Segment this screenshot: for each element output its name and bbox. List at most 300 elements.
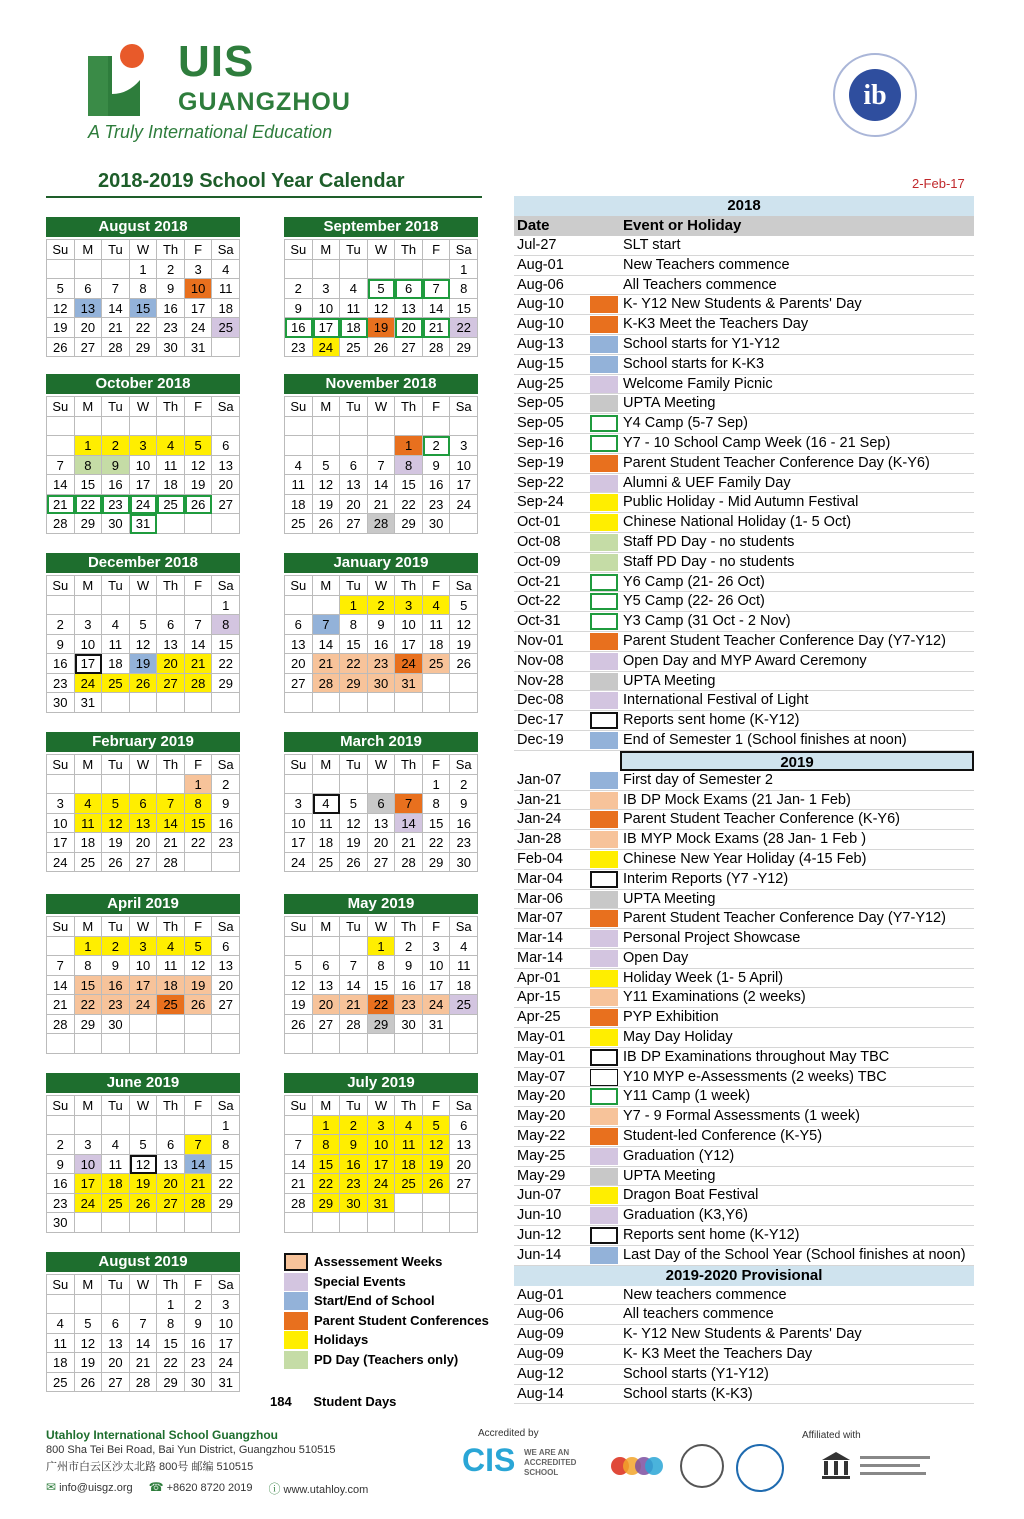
day-cell: 6 <box>157 1135 185 1155</box>
empty-cell <box>185 1015 213 1035</box>
day-cell: 3 <box>212 1295 240 1315</box>
day-cell: 8 <box>368 956 396 976</box>
empty-cell <box>285 260 313 280</box>
accredited-label: Accredited by <box>478 1428 539 1439</box>
empty-cell <box>450 514 478 534</box>
event-swatch <box>590 692 618 709</box>
day-cell: 19 <box>75 1353 103 1373</box>
day-cell: 20 <box>75 318 103 338</box>
day-cell: 6 <box>130 794 158 814</box>
day-cell: 25 <box>395 1174 423 1194</box>
weekday-label: Sa <box>212 755 240 775</box>
day-cell: 7 <box>47 456 75 476</box>
event-swatch <box>590 554 618 571</box>
event-swatch <box>590 1187 618 1204</box>
day-cell: 9 <box>285 299 313 319</box>
day-cell: 3 <box>130 436 158 456</box>
month-days-grid <box>46 1095 240 1233</box>
day-cell: 2 <box>157 260 185 280</box>
empty-cell <box>450 1034 478 1054</box>
day-cell: 22 <box>130 318 158 338</box>
event-date: May-20 <box>517 1108 566 1125</box>
day-cell: 1 <box>212 1116 240 1136</box>
footer-phone[interactable] <box>149 1480 253 1497</box>
weekday-label: F <box>423 397 451 417</box>
day-cell: 2 <box>285 279 313 299</box>
event-row <box>514 612 974 632</box>
empty-cell <box>368 1034 396 1054</box>
day-cell: 10 <box>423 956 451 976</box>
weekday-label: Tu <box>102 755 130 775</box>
day-cell: 10 <box>313 299 341 319</box>
day-cell: 17 <box>130 475 158 495</box>
day-cell: 27 <box>340 514 368 534</box>
day-cell: 12 <box>185 456 213 476</box>
empty-cell <box>102 1213 130 1233</box>
event-date: Sep-05 <box>517 415 564 432</box>
day-cell: 23 <box>185 1353 213 1373</box>
weekday-label: Th <box>395 917 423 937</box>
event-swatch <box>590 376 618 393</box>
empty-cell <box>285 436 313 456</box>
day-cell: 10 <box>130 456 158 476</box>
event-row <box>514 295 974 315</box>
weekday-label: W <box>130 755 158 775</box>
event-text: Y6 Camp (21- 26 Oct) <box>623 573 765 590</box>
event-text: SLT start <box>623 237 681 253</box>
year-label: 2019 <box>620 751 974 771</box>
event-swatch <box>590 593 618 610</box>
day-cell: 17 <box>313 318 341 338</box>
day-cell: 7 <box>130 1314 158 1334</box>
empty-cell <box>423 693 451 713</box>
event-text: PYP Exhibition <box>623 1009 719 1026</box>
day-cell: 19 <box>340 833 368 853</box>
day-cell: 29 <box>340 674 368 694</box>
day-cell: 11 <box>212 279 240 299</box>
empty-cell <box>212 338 240 358</box>
weekday-label: Sa <box>450 240 478 260</box>
day-cell: 9 <box>157 279 185 299</box>
day-cell: 17 <box>75 1174 103 1194</box>
empty-cell <box>185 853 213 873</box>
day-cell: 19 <box>185 976 213 996</box>
event-swatch <box>590 792 618 809</box>
weekday-label: Th <box>157 576 185 596</box>
month-title: July 2019 <box>284 1073 478 1093</box>
weekday-label: F <box>185 240 213 260</box>
day-cell: 8 <box>423 794 451 814</box>
event-row <box>514 791 974 811</box>
event-date: Dec-19 <box>517 731 564 748</box>
day-cell: 29 <box>368 1015 396 1035</box>
event-swatch <box>590 494 618 511</box>
empty-cell <box>102 693 130 713</box>
day-cell: 1 <box>75 937 103 957</box>
weekday-label: M <box>313 576 341 596</box>
empty-cell <box>185 417 213 437</box>
day-cell: 28 <box>313 674 341 694</box>
empty-cell <box>157 1213 185 1233</box>
day-cell: 26 <box>313 514 341 534</box>
day-cell: 19 <box>450 635 478 655</box>
weekday-label: Sa <box>450 917 478 937</box>
day-cell: 1 <box>313 1116 341 1136</box>
day-cell: 1 <box>340 596 368 616</box>
event-row <box>514 810 974 830</box>
day-cell: 4 <box>47 1314 75 1334</box>
event-text: UPTA Meeting <box>623 890 716 907</box>
weekday-label: W <box>368 1096 396 1116</box>
event-row <box>514 414 974 434</box>
day-cell: 31 <box>130 514 158 534</box>
day-cell: 11 <box>313 814 341 834</box>
event-date: Apr-25 <box>517 1009 561 1026</box>
day-cell: 26 <box>340 853 368 873</box>
day-cell: 18 <box>212 299 240 319</box>
legend-label: Parent Student Conferences <box>314 1312 489 1328</box>
empty-cell <box>340 436 368 456</box>
empty-cell <box>395 417 423 437</box>
event-date: Jul-27 <box>517 237 557 253</box>
month-sep18 <box>284 217 478 357</box>
day-cell: 5 <box>313 456 341 476</box>
event-swatch <box>590 851 618 868</box>
empty-cell <box>47 436 75 456</box>
weekday-label: W <box>130 576 158 596</box>
day-cell: 9 <box>102 956 130 976</box>
event-swatch <box>590 1088 618 1105</box>
phone-text: +8620 8720 2019 <box>166 1482 253 1494</box>
weekday-label: F <box>185 1096 213 1116</box>
day-cell: 10 <box>75 635 103 655</box>
event-row <box>514 652 974 672</box>
event-swatch <box>590 970 618 987</box>
event-swatch <box>590 1029 618 1046</box>
day-cell: 9 <box>212 794 240 814</box>
empty-cell <box>340 260 368 280</box>
event-text: School starts (Y1-Y12) <box>623 1365 769 1382</box>
day-cell: 15 <box>75 976 103 996</box>
empty-cell <box>340 417 368 437</box>
weekday-label: Th <box>157 1096 185 1116</box>
month-title: June 2019 <box>46 1073 240 1093</box>
day-cell: 20 <box>102 1353 130 1373</box>
event-swatch <box>590 296 618 313</box>
event-text: Personal Project Showcase <box>623 930 801 947</box>
event-date: Mar-07 <box>517 910 563 927</box>
day-cell: 9 <box>340 1135 368 1155</box>
day-cell: 18 <box>157 475 185 495</box>
day-cell: 14 <box>47 475 75 495</box>
day-cell: 24 <box>212 1353 240 1373</box>
student-days-label: Student Days <box>313 1394 397 1409</box>
event-date: Oct-01 <box>517 514 561 531</box>
event-text: K- K3 Meet the Teachers Day <box>623 1346 813 1363</box>
day-cell: 26 <box>285 1015 313 1035</box>
event-row <box>514 533 974 553</box>
day-cell: 10 <box>368 1135 396 1155</box>
weekday-label: Tu <box>102 576 130 596</box>
event-row <box>514 1008 974 1028</box>
day-cell: 28 <box>423 338 451 358</box>
empty-cell <box>450 417 478 437</box>
day-cell: 2 <box>340 1116 368 1136</box>
legend-swatch <box>284 1253 308 1271</box>
day-cell: 16 <box>102 976 130 996</box>
footer-email[interactable] <box>46 1480 133 1497</box>
day-cell: 26 <box>130 1194 158 1214</box>
day-cell: 29 <box>75 514 103 534</box>
event-swatch <box>590 871 618 888</box>
day-cell: 9 <box>368 615 396 635</box>
event-date: Sep-19 <box>517 454 564 471</box>
weekday-label: Tu <box>340 576 368 596</box>
footer-address-en: 800 Sha Tei Bei Road, Bai Yun District, Guangzhou 510515 <box>46 1444 336 1456</box>
day-cell: 28 <box>157 853 185 873</box>
event-date: May-01 <box>517 1029 566 1046</box>
day-cell: 30 <box>102 514 130 534</box>
student-days-count: 184 <box>270 1394 292 1409</box>
month-title: December 2018 <box>46 553 240 573</box>
empty-cell <box>285 1213 313 1233</box>
day-cell: 24 <box>47 853 75 873</box>
day-cell: 3 <box>75 615 103 635</box>
day-cell: 11 <box>423 615 451 635</box>
event-swatch <box>590 1069 618 1086</box>
empty-cell <box>368 1213 396 1233</box>
day-cell: 18 <box>450 976 478 996</box>
event-row <box>514 711 974 731</box>
event-swatch <box>590 950 618 967</box>
day-cell: 2 <box>368 596 396 616</box>
month-title: August 2018 <box>46 217 240 237</box>
event-swatch <box>590 1148 618 1165</box>
day-cell: 17 <box>450 475 478 495</box>
weekday-label: Tu <box>340 240 368 260</box>
event-text: Y5 Camp (22- 26 Oct) <box>623 593 765 610</box>
event-row <box>514 1206 974 1226</box>
empty-cell <box>185 693 213 713</box>
event-row <box>514 1167 974 1187</box>
day-cell: 1 <box>212 596 240 616</box>
event-text: Staff PD Day - no students <box>623 553 795 570</box>
event-row <box>514 573 974 593</box>
day-cell: 21 <box>47 495 75 515</box>
day-cell: 24 <box>130 495 158 515</box>
weekday-label: W <box>368 576 396 596</box>
empty-cell <box>313 417 341 437</box>
day-cell: 21 <box>185 1174 213 1194</box>
event-text: First day of Semester 2 <box>623 771 773 788</box>
legend-item <box>284 1330 514 1350</box>
event-text: Open Day and MYP Award Ceremony <box>623 652 867 669</box>
day-cell: 30 <box>395 1015 423 1035</box>
day-cell: 28 <box>285 1194 313 1214</box>
day-cell: 29 <box>157 1373 185 1393</box>
day-cell: 28 <box>185 1194 213 1214</box>
event-text: Reports sent home (K-Y12) <box>623 1227 800 1244</box>
empty-cell <box>130 1034 158 1054</box>
weekday-label: F <box>185 397 213 417</box>
day-cell: 7 <box>423 279 451 299</box>
event-text: Last Day of the School Year (School finishes at noon) <box>623 1246 966 1263</box>
day-cell: 22 <box>340 654 368 674</box>
event-swatch <box>590 989 618 1006</box>
day-cell: 26 <box>102 853 130 873</box>
weekday-label: M <box>313 1096 341 1116</box>
event-swatch <box>590 415 618 432</box>
column-event: Event or Holiday <box>623 217 742 234</box>
day-cell: 7 <box>285 1135 313 1155</box>
empty-cell <box>102 1116 130 1136</box>
day-cell: 21 <box>395 833 423 853</box>
year-label: 2019-2020 Provisional <box>514 1266 974 1286</box>
event-row <box>514 1127 974 1147</box>
event-date: Sep-16 <box>517 434 564 451</box>
footer-website[interactable] <box>269 1480 369 1497</box>
legend-swatch <box>284 1292 308 1310</box>
empty-cell <box>313 693 341 713</box>
event-swatch <box>590 712 618 729</box>
day-cell: 19 <box>368 318 396 338</box>
weekday-label: Su <box>47 1275 75 1295</box>
day-cell: 4 <box>395 1116 423 1136</box>
empty-cell <box>313 260 341 280</box>
day-cell: 14 <box>395 814 423 834</box>
month-mar19 <box>284 732 478 872</box>
day-cell: 11 <box>47 1334 75 1354</box>
day-cell: 4 <box>102 615 130 635</box>
day-cell: 12 <box>285 976 313 996</box>
month-jan19 <box>284 553 478 713</box>
day-cell: 17 <box>423 976 451 996</box>
day-cell: 11 <box>75 814 103 834</box>
event-row <box>514 1325 974 1345</box>
footer-address-cn: 广州市白云区沙太北路 800号 邮编 510515 <box>46 1461 254 1473</box>
empty-cell <box>395 1194 423 1214</box>
event-row <box>514 434 974 454</box>
day-cell: 13 <box>212 456 240 476</box>
day-cell: 23 <box>285 338 313 358</box>
day-cell: 30 <box>47 1213 75 1233</box>
event-date: Aug-12 <box>517 1365 564 1382</box>
day-cell: 20 <box>313 995 341 1015</box>
empty-cell <box>340 1213 368 1233</box>
event-date: Dec-17 <box>517 712 564 729</box>
day-cell: 21 <box>340 995 368 1015</box>
empty-cell <box>47 417 75 437</box>
empty-cell <box>102 1295 130 1315</box>
weekday-label: Tu <box>102 917 130 937</box>
day-cell: 12 <box>313 475 341 495</box>
day-cell: 22 <box>212 654 240 674</box>
month-days-grid <box>46 754 240 872</box>
day-cell: 25 <box>450 995 478 1015</box>
empty-cell <box>185 1213 213 1233</box>
month-title: August 2019 <box>46 1252 240 1272</box>
event-date: Jan-07 <box>517 771 562 788</box>
event-text: School starts for K-K3 <box>623 355 765 372</box>
day-cell: 25 <box>313 853 341 873</box>
event-row <box>514 771 974 791</box>
empty-cell <box>212 1015 240 1035</box>
day-cell: 5 <box>185 937 213 957</box>
month-oct18 <box>46 374 240 534</box>
event-swatch <box>590 732 618 749</box>
event-row <box>514 493 974 513</box>
weekday-label: Tu <box>340 917 368 937</box>
empty-cell <box>313 596 341 616</box>
event-date: Sep-22 <box>517 474 564 491</box>
event-row <box>514 731 974 751</box>
day-cell: 4 <box>423 596 451 616</box>
day-cell: 2 <box>212 775 240 795</box>
day-cell: 19 <box>130 654 158 674</box>
accreditation-badge-icon <box>606 1450 666 1490</box>
legend <box>284 1252 514 1370</box>
weekday-label: Tu <box>102 240 130 260</box>
event-date: Dec-08 <box>517 692 564 709</box>
day-cell: 9 <box>47 1155 75 1175</box>
day-cell: 2 <box>450 775 478 795</box>
day-cell: 3 <box>313 279 341 299</box>
day-cell: 30 <box>157 338 185 358</box>
day-cell: 29 <box>313 1194 341 1214</box>
day-cell: 26 <box>75 1373 103 1393</box>
page-title: 2018-2019 School Year Calendar <box>98 170 405 192</box>
weekday-label: Su <box>47 397 75 417</box>
day-cell: 2 <box>423 436 451 456</box>
day-cell: 20 <box>157 1174 185 1194</box>
day-cell: 29 <box>395 514 423 534</box>
event-text: International Festival of Light <box>623 692 809 709</box>
day-cell: 31 <box>185 338 213 358</box>
email-text: info@uisgz.org <box>59 1482 133 1494</box>
event-swatch <box>590 613 618 630</box>
day-cell: 10 <box>130 956 158 976</box>
event-date: Oct-21 <box>517 573 561 590</box>
event-text: Chinese National Holiday (1- 5 Oct) <box>623 514 852 531</box>
day-cell: 18 <box>157 976 185 996</box>
weekday-label: Su <box>285 397 313 417</box>
day-cell: 18 <box>285 495 313 515</box>
day-cell: 6 <box>450 1116 478 1136</box>
event-swatch <box>590 1009 618 1026</box>
day-cell: 9 <box>102 456 130 476</box>
event-date: Nov-08 <box>517 652 564 669</box>
empty-cell <box>47 1116 75 1136</box>
empty-cell <box>185 1034 213 1054</box>
uis-logo-mark-icon <box>88 42 162 122</box>
event-date: Aug-06 <box>517 1306 564 1323</box>
day-cell: 15 <box>368 976 396 996</box>
day-cell: 12 <box>75 1334 103 1354</box>
day-cell: 13 <box>212 956 240 976</box>
event-row <box>514 632 974 652</box>
event-swatch <box>590 1049 618 1066</box>
event-row <box>514 375 974 395</box>
empty-cell <box>75 1295 103 1315</box>
day-cell: 24 <box>130 995 158 1015</box>
day-cell: 15 <box>313 1155 341 1175</box>
month-title: March 2019 <box>284 732 478 752</box>
day-cell: 3 <box>450 436 478 456</box>
day-cell: 28 <box>395 853 423 873</box>
day-cell: 8 <box>185 794 213 814</box>
weekday-label: Th <box>395 1096 423 1116</box>
day-cell: 24 <box>75 674 103 694</box>
